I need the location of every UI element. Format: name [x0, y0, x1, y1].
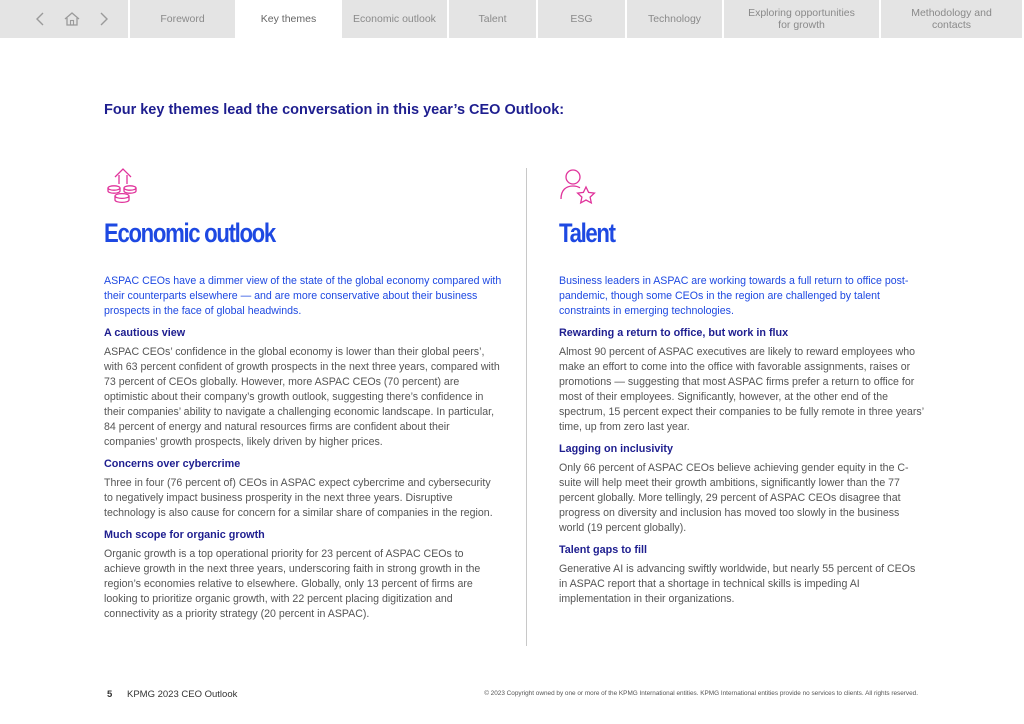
tab-esg[interactable]: [538, 0, 625, 38]
coins-growth-icon: [104, 166, 144, 206]
section-body: Only 66 percent of ASPAC CEOs believe achieving gender equity in the C-suite will help meet their growth ambitions, significantly lower than the 77 percent globally. More tellingly, 29 percent of ASPAC CEOs disagree that progress on diversity and inclusion has moved too slowly in the business world (19 percent globally).: [559, 462, 909, 534]
section-heading: Concerns over cybercrime: [104, 458, 241, 470]
talent-column: [559, 166, 924, 607]
tab-methodology-contacts[interactable]: [881, 0, 1022, 38]
column-intro: Business leaders in ASPAC are working towards a full return to office post-pandemic, though some CEOs in the region are challenged by talent constraints in emerging technologies.: [559, 275, 909, 317]
tab-economic-outlook[interactable]: [342, 0, 447, 38]
forward-arrow-icon[interactable]: [94, 9, 114, 29]
tab-label: Exploring opportunities for growth: [748, 7, 855, 31]
tab-label: Foreword: [160, 13, 205, 25]
section-heading: Much scope for organic growth: [104, 529, 265, 541]
section-body: Generative AI is advancing swiftly worldwide, but nearly 55 percent of CEOs in ASPAC report that a shortage in technical skills is impeding AI implementation in their organizations.: [559, 563, 916, 605]
column-title: Talent: [559, 218, 615, 248]
column-intro: ASPAC CEOs have a dimmer view of the state of the global economy compared with their counterparts elsewhere — and are more conservative about their business prospects in the face of global headwinds.: [104, 275, 502, 317]
section-heading: Rewarding a return to office, but work in flux: [559, 327, 789, 339]
nav-controls: [0, 0, 128, 38]
tab-key-themes[interactable]: [237, 0, 340, 38]
section-heading: Lagging on inclusivity: [559, 443, 673, 455]
section-body: Almost 90 percent of ASPAC executives are likely to reward employees who make an effort to come into the office with favorable assignments, raises or promotions — suggesting that most ASPAC firms prefer a return to office for most of their employees. Significantly, however, at the other end of the spectrum, 15 percent expect their companies to be fully remote in three years’ time, up from zero last year.: [559, 346, 924, 433]
tab-foreword[interactable]: [130, 0, 235, 38]
tab-technology[interactable]: [627, 0, 722, 38]
economic-outlook-column: [104, 166, 502, 622]
home-icon[interactable]: [62, 9, 82, 29]
tab-label: Talent: [478, 13, 507, 25]
person-star-icon: [559, 166, 599, 206]
page-number: 5: [107, 689, 113, 700]
column-title: Economic outlook: [104, 218, 275, 248]
tab-label: Economic outlook: [353, 13, 436, 25]
tab-label: Key themes: [260, 13, 317, 25]
page-heading: Four key themes lead the conversation in this year’s CEO Outlook:: [104, 102, 565, 118]
tab-label: ESG: [570, 13, 593, 25]
copyright-notice: © 2023 Copyright owned by one or more of the KPMG International entities. KPMG International entities provide no services to clients. All rights reserved.: [484, 690, 918, 697]
tab-talent[interactable]: [449, 0, 536, 38]
tab-exploring-opportunities[interactable]: [724, 0, 879, 38]
publication-title: KPMG 2023 CEO Outlook: [127, 689, 238, 700]
top-navigation: [0, 0, 1024, 38]
column-divider: [526, 168, 527, 646]
back-arrow-icon[interactable]: [30, 9, 50, 29]
tab-label: Technology: [647, 13, 702, 25]
tab-label: Methodology and contacts: [911, 7, 992, 31]
section-heading: Talent gaps to fill: [559, 544, 647, 556]
section-body: ASPAC CEOs’ confidence in the global economy is lower than their global peers’, with 63 percent confident of growth prospects in the next three years, compared with 73 percent of CEOs globally. However, more ASPAC CEOs (70 percent) are optimistic about their company’s growth outlook, suggesting there’s confidence in their companies’ ability to navigate a challenging economic landscape. In particular, 84 percent of energy and natural resources firms are confident about their companies’ growth prospects, likely driven by higher prices.: [104, 346, 500, 448]
section-body: Organic growth is a top operational priority for 23 percent of ASPAC CEOs to achieve growth in the next three years, underscoring faith in strong growth in the region’s economies relative to elsewhere. Globally, only 13 percent of firms are looking to prioritize organic growth, with 22 percent placing digitization and connectivity as a priority strategy (20 percent in ASPAC).: [104, 548, 481, 620]
section-heading: A cautious view: [104, 327, 186, 339]
section-body: Three in four (76 percent of) CEOs in ASPAC expect cybercrime and cybersecurity to negatively impact business prosperity in the next three years. Disruptive technology is also cause for concern for a similar share of companies in the region.: [104, 477, 493, 519]
